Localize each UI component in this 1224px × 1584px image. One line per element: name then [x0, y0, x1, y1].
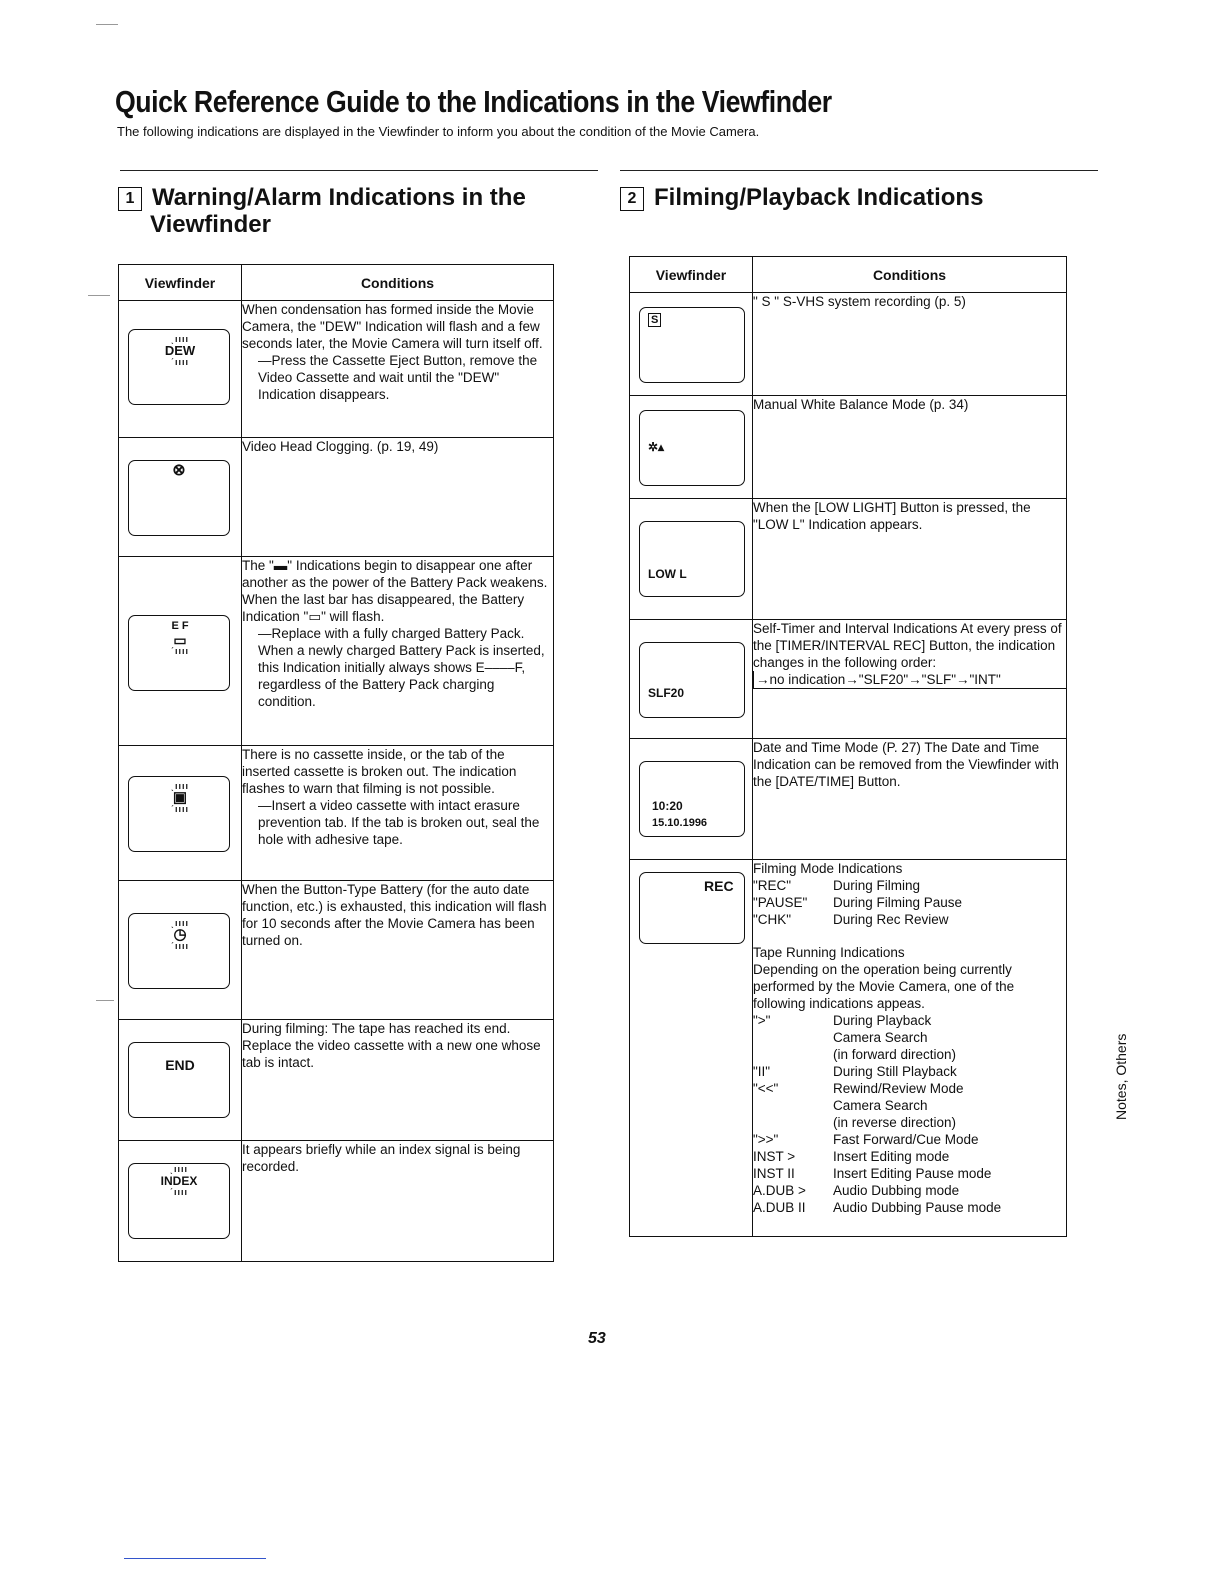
table-row: END During filming: The tape has reached its end. Replace the video cassette with a new one whose tab is intact. [119, 1020, 554, 1141]
filming-table [629, 256, 1067, 1237]
low-light-indicator: LOW L [648, 567, 687, 581]
indication-symbol: INST II [753, 1166, 795, 1181]
indication-symbol [753, 1029, 833, 1046]
table-row: ˎıııı ◷ ˊıııı When the Button-Type Battery (for the auto date function, etc.) is exhausted, this indication will flash for 10 seconds after the Movie Camera has been turned on. [119, 881, 554, 1020]
end-indicator: END [165, 1057, 195, 1073]
scan-mark [96, 24, 118, 25]
section1-number: 1 [118, 187, 142, 211]
indication-symbol: ">" [753, 1013, 771, 1028]
col-viewfinder: Viewfinder [119, 265, 242, 301]
col-conditions: Conditions [753, 257, 1067, 293]
index-indicator: ˎıııı INDEX ˊıııı [160, 1164, 198, 1197]
list-item [753, 1165, 1066, 1182]
indication-symbol: ">>" [753, 1132, 779, 1147]
warning-table [118, 264, 554, 1262]
indication-symbol: INST > [753, 1149, 796, 1164]
indication-meaning: Audio Dubbing mode [833, 1183, 960, 1198]
list-item [753, 1046, 1066, 1063]
indication-meaning: Insert Editing mode [833, 1149, 950, 1164]
table-row: 10:20 15.10.1996 Date and Time Mode (P. 27) The Date and Time Indication can be removed from the Viewfinder with the [DATE/TIME] Button. [630, 739, 1067, 860]
list-item [753, 1182, 1066, 1199]
page-subtitle: The following indications are displayed in the Viewfinder to inform you about the condition of the Movie Camera. [117, 124, 760, 139]
divider [120, 170, 598, 171]
scan-mark [124, 1558, 266, 1559]
viewfinder-frame [128, 1042, 230, 1118]
indication-meaning: (in reverse direction) [833, 1115, 957, 1130]
indication-symbol: "<<" [753, 1081, 779, 1096]
clock-battery-icon: ˎıııı ◷ ˊıııı [171, 918, 189, 951]
side-tab-label: Notes, Others [1113, 1033, 1129, 1120]
indication-symbol: A.DUB II [753, 1200, 806, 1215]
indication-meaning: During Rec Review [833, 912, 949, 927]
col-conditions: Conditions [242, 265, 554, 301]
table-row: ˎıııı DEW ˊıııı When condensation has formed inside the Movie Camera, the "DEW" Indication will flash and a few seconds later, the Movie Camera will turn itself off. —Press the Cassette Eject Button, remove the Video Cassette and wait until the "DEW" Indication disappears. [119, 301, 554, 438]
list-item [753, 1131, 1066, 1148]
scan-mark [96, 1000, 114, 1001]
divider [620, 170, 1098, 171]
dew-indicator: ˎıııı DEW ˊıııı [164, 334, 196, 367]
viewfinder-frame [639, 642, 745, 718]
indication-meaning: Fast Forward/Cue Mode [833, 1132, 979, 1147]
indication-meaning: Camera Search [833, 1098, 928, 1113]
self-timer-indicator: SLF20 [648, 686, 685, 700]
tape-running-list [753, 1012, 1066, 1216]
date-display: 15.10.1996 [652, 817, 708, 829]
indication-symbol: "REC" [753, 878, 792, 893]
indication-meaning: Audio Dubbing Pause mode [833, 1200, 1002, 1215]
indication-meaning: Rewind/Review Mode [833, 1081, 964, 1096]
table-row: S " S " S-VHS system recording (p. 5) [630, 293, 1067, 396]
page-number: 53 [588, 1330, 606, 1347]
table-row: REC Filming Mode Indications "REC" During Filming "PAUSE" During Filming Pause "CHK" During Rec Review Tape Running Indications Depending on the operation being currently performed by the Movie Camera, one of the following indications appeas. ">" During Playback Camera Search (in forward direction) "II" During Still Playback "<<" Rewind/Review Mode Camera Search (in reverse direction) ">>" Fast Forward/Cue Mode INST > Insert Editing mode INST II Insert Editing Pause mode A.DUB > Audio Dubbing mode A.DUB II Audio Dubbing Pause mode [630, 860, 1067, 1237]
indication-meaning: (in forward direction) [833, 1047, 957, 1062]
list-item [753, 1063, 1066, 1080]
indication-meaning: During Filming [833, 878, 921, 893]
table-row: E F ▭ ˊıııı The "▬" Indications begin to disappear one after another as the power of the Battery Pack weakens. When the last bar has disappeared, the Battery Indication "▭" will flash. —Replace with a fully charged Battery Pack. When a newly charged Battery Pack is inserted, this Indication initially always shows E––––F, regardless of the Battery Pack charging condition. [119, 557, 554, 746]
indication-meaning: Insert Editing Pause mode [833, 1166, 992, 1181]
section2-number: 2 [620, 187, 644, 211]
svhs-icon: S [648, 313, 661, 327]
table-row: ˎıııı INDEX ˊıııı It appears briefly while an index signal is being recorded. [119, 1141, 554, 1262]
table-row: ✲▴ Manual White Balance Mode (p. 34) [630, 396, 1067, 499]
indication-meaning: During Filming Pause [833, 895, 963, 910]
indication-meaning: Camera Search [833, 1030, 928, 1045]
indication-symbol [753, 1097, 833, 1114]
indication-symbol: "II" [753, 1064, 771, 1079]
indication-symbol: A.DUB > [753, 1183, 806, 1198]
rec-indicator: REC [704, 878, 734, 894]
list-item [753, 911, 1066, 928]
table-row: ˎıııı ▣ ˊıııı There is no cassette inside, or the tab of the inserted cassette is broken out. The indication flashes to warn that filming is not possible. —Insert a video cassette with intact erasure prevention tab. If the tab is broken out, seal the hole with adhesive tape. [119, 746, 554, 881]
filming-mode-list [753, 877, 1066, 928]
table-row: ⊗ Video Head Clogging. (p. 19, 49) [119, 438, 554, 557]
page-title: Quick Reference Guide to the Indications in the Viewfinder [115, 84, 832, 119]
cassette-icon: ˎıııı ▣ ˊıııı [171, 781, 189, 814]
section1-heading: 1 Warning/Alarm Indications in the Viewfinder [118, 184, 526, 238]
section2-heading: 2 Filming/Playback Indications [620, 184, 983, 211]
list-item [753, 1029, 1066, 1046]
time-display: 10:20 [652, 799, 683, 813]
indication-symbol [753, 1114, 833, 1131]
battery-icon: E F ▭ ˊıııı [171, 620, 189, 656]
indication-symbol [753, 1046, 833, 1063]
indication-meaning: During Playback [833, 1013, 932, 1028]
indication-meaning: During Still Playback [833, 1064, 957, 1079]
scan-mark [88, 295, 110, 296]
list-item [753, 1199, 1066, 1216]
viewfinder-frame [639, 521, 745, 597]
list-item [753, 1012, 1066, 1029]
list-item [753, 877, 1066, 894]
list-item [753, 1080, 1066, 1097]
table-row: LOW L When the [LOW LIGHT] Button is pressed, the "LOW L" Indication appears. [630, 499, 1067, 620]
white-balance-icon: ✲▴ [648, 440, 665, 454]
indication-symbol: "PAUSE" [753, 895, 808, 910]
table-row: SLF20 Self-Timer and Interval Indications At every press of the [TIMER/INTERVAL REC] Button, the indication changes in the following order: →no indication→"SLF20"→"SLF"→"INT" [630, 620, 1067, 739]
col-viewfinder: Viewfinder [630, 257, 753, 293]
list-item [753, 1097, 1066, 1114]
list-item [753, 894, 1066, 911]
list-item [753, 1148, 1066, 1165]
sequence-line: →no indication→"SLF20"→"SLF"→"INT" [753, 671, 1066, 689]
indication-symbol: "CHK" [753, 912, 792, 927]
head-clog-icon: ⊗ [172, 462, 186, 479]
list-item [753, 1114, 1066, 1131]
